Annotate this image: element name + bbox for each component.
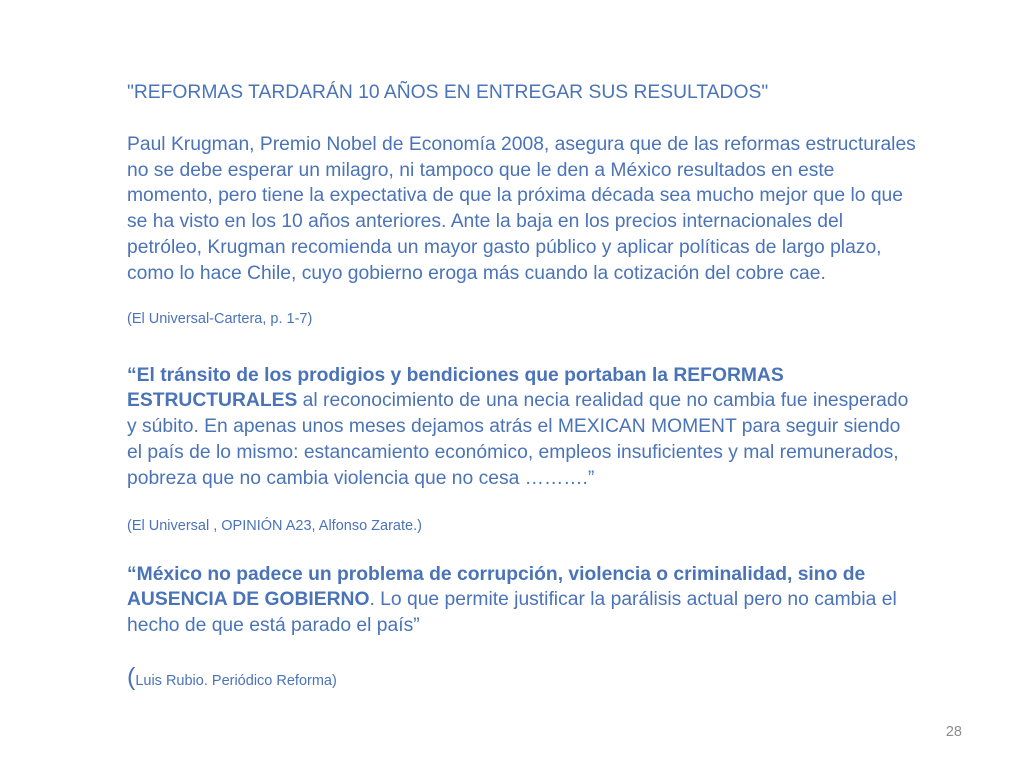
rubio-source-text: Luis Rubio. Periódico Reforma) (135, 672, 337, 689)
rubio-quote-rest: . Lo que permite justificar la parálisis actual pero no cambia el hecho de que está parado el país” (127, 589, 897, 637)
slide-content (127, 80, 917, 691)
page-number: 28 (945, 724, 962, 740)
zarate-source: (El Universal , OPINIÓN A23, Alfonso Zarate.) (127, 517, 422, 534)
krugman-source: (El Universal-Cartera, p. 1-7) (127, 310, 313, 327)
rubio-quote-bold: “México no padece un problema de corrupción, violencia o criminalidad, sino de AUSENCIA DE GOBIERNO (127, 563, 866, 611)
rubio-quote (127, 562, 917, 639)
rubio-source-paren: ( (127, 662, 136, 691)
headline: "REFORMAS TARDARÁN 10 AÑOS EN ENTREGAR SUS RESULTADOS" (127, 82, 769, 103)
zarate-quote-bold: “El tránsito de los prodigios y bendiciones que portaban la REFORMAS ESTRUCTURALES (127, 364, 784, 412)
rubio-source (127, 662, 917, 691)
krugman-paragraph: Paul Krugman, Premio Nobel de Economía 2008, asegura que de las reformas estructurales no se debe esperar un milagro, ni tampoco que le den a México resultados en este momento, pero tiene la expectativa de que la próxima década sea mucho mejor que lo que se ha visto en los 10 años anteriores. Ante la baja en los precios internacionales del petróleo, Krugman recomienda un mayor gasto público y aplicar políticas de largo plazo, como lo hace Chile, cuyo gobierno eroga más cuando la cotización del cobre cae. (127, 133, 916, 284)
zarate-quote-rest: al reconocimiento de una necia realidad que no cambia fue inesperado y súbito. En apenas unos meses dejamos atrás el MEXICAN MOMENT para seguir siendo el país de lo mismo: estancamiento económico, empleos insuficientes y mal remunerados, pobreza que no cambia violencia que no cesa ……….” (127, 390, 909, 489)
zarate-quote (127, 363, 917, 492)
